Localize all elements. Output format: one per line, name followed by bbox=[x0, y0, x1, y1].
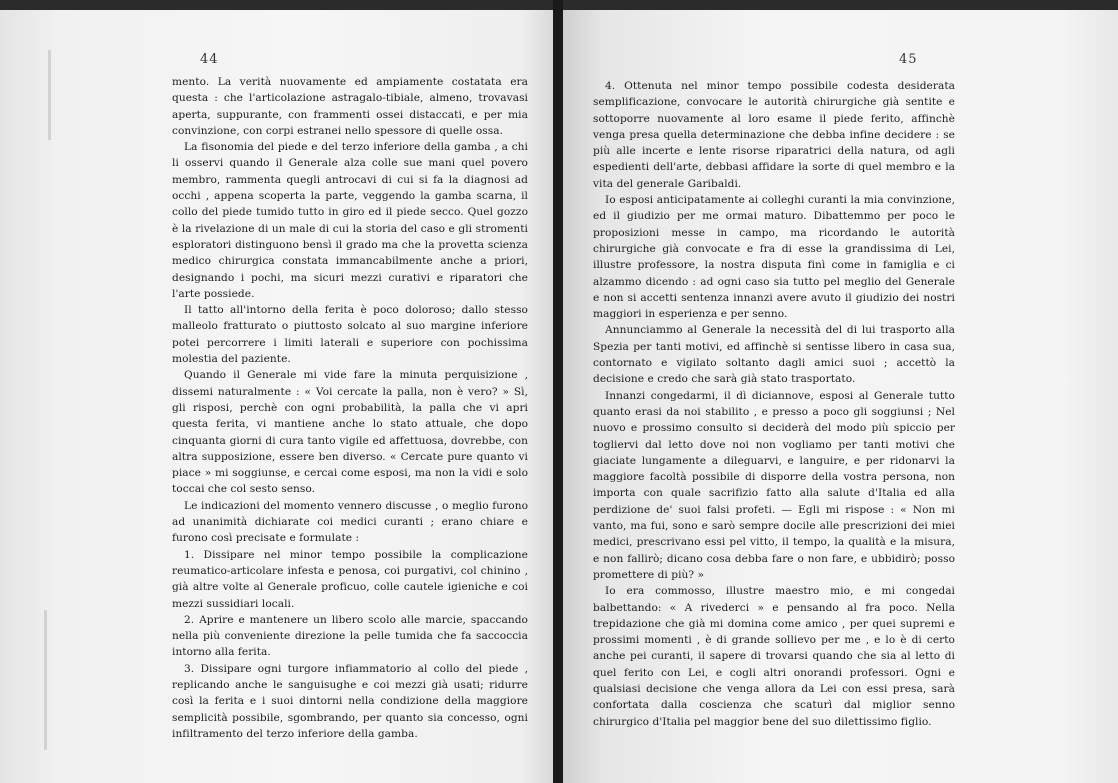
left-page-text bbox=[172, 74, 528, 742]
scan-artifact bbox=[48, 50, 51, 140]
paragraph: 2. Aprire e mantenere un libero scolo alle marcie, spaccando nella più conveniente direzione la pelle tumida che fa saccoccia intorno alla ferita. bbox=[172, 613, 528, 659]
paragraph: 3. Dissipare ogni turgore infiammatorio al collo del piede , replicando anche le sanguisughe e coi mezzi già usati; ridurre così la ferita e i suoi dintorni nella condizione della maggiore semplicità possibile, sgombrando, per quanto sia concesso, ogni infiltramento del terzo inferiore della gamba. bbox=[172, 662, 528, 740]
paragraph: Annunciammo al Generale la necessità del di lui trasporto alla Spezia per tanti motivi, ed affinchè si sentisse libero in casa sua, contornato e vigilato soltanto dagli amici suoi ; accettò la decisione e credo che sarà già stato trasportato. bbox=[593, 324, 955, 386]
paragraph: 1. Dissipare nel minor tempo possibile la complicazione reumatico-articolare infesta e penosa, coi purgativi, col chinino , già altre volte al Generale proficuo, colle cautele igieniche e coi mezzi sussidiari locali. bbox=[172, 548, 528, 610]
paragraph: Io esposi anticipatamente ai colleghi curanti la mia convinzione, ed il giudizio per me ormai maturo. Dibattemmo per poco le proposizioni messe in campo, ma ricordando le autorità chirurgiche già convocate e fra di esse la grandissima di Lei, illustre professore, la nostra disputa finì come in famiglia e ci alzammo dicendo : ad ogni caso sia tutto pel meglio del Generale e non si accetti sentenza innanzi avere avuto il giudizio dei nostri maggiori in esperienza e per senno. bbox=[593, 194, 955, 321]
book-gutter bbox=[553, 0, 563, 783]
paragraph: Io era commosso, illustre maestro mio, e mi congedai balbettando: « A rivederci » e pensando al fra poco. Nella trepidazione che già mi domina come amico , per quei supremi e prossimi momenti , è di grande sollievo per me , e lo è di certo anche pei curanti, il sapere di trovarsi quando che sia al letto di quel ferito con Lei, e cogli altri onorandi professori. Ogni e qualsiasi decisione che venga allora da Lei con essi presa, sarà confortata dalla coscienza che scaturì dal miglior senno chirurgico d'Italia pel maggior bene del suo dilettissimo figlio. bbox=[593, 585, 955, 728]
left-page bbox=[0, 10, 553, 783]
right-page-text bbox=[593, 78, 955, 730]
paragraph: mento. La verità nuovamente ed ampiamente costatata era questa : che l'articolazione astragalo-tibiale, almeno, trovavasi aperta, suppurante, con frammenti ossei distaccati, e per mia convinzione, con corpi estranei nello spessore di quelle ossa. bbox=[172, 76, 528, 137]
paragraph: Quando il Generale mi vide fare la minuta perquisizione , dissemi naturalmente : « Voi cercate la palla, non è vero? » Sì, gli risposi, perchè con ogni probabilità, la palla che vi apri questa ferita, vi mantiene anche lo stato attuale, che dopo cinquanta giorni di cura tanto vigile ed affettuosa, dovrebbe, con altra supposizione, essere ben diverso. « Cercate pure quanto vi piace » mi soggiunse, e cercai come esposi, ma non la vidi e solo toccai che col sesto senso. bbox=[172, 369, 528, 496]
page-number: 45 bbox=[899, 52, 918, 67]
paragraph: Il tatto all'intorno della ferita è poco doloroso; dallo stesso malleolo fratturato o piuttosto solcato al suo margine inferiore potei percorrere i limiti laterali e superiore con pochissima molestia del paziente. bbox=[172, 304, 528, 366]
page-number: 44 bbox=[200, 52, 219, 67]
right-page bbox=[563, 10, 1118, 783]
paragraph: Le indicazioni del momento vennero discusse , o meglio furono ad unanimità dichiarate coi medici curanti ; erano chiare e furono così precisate e formulate : bbox=[172, 499, 528, 545]
paragraph: Innanzi congedarmi, il dì diciannove, esposi al Generale tutto quanto erasi da noi stabilito , e presso a poco gli soggiunsi ; Nel nuovo e prossimo consulto si deciderà del modo più spiccio per togliervi dal letto dove noi non vogliamo per tanti motivi che giaciate lungamente a dileguarvi, e languire, e per ridonarvi la maggiore facoltà possibile di disporre della vostra persona, non importa con quale sacrifizio fatto alla salute d'Italia ed alla perdizione de' suoi falsi profeti. — Egli mi rispose : « Non mi vanto, ma fui, sono e sarò sempre docile alle prescrizioni dei miei medici, prescrivano essi pel vitto, il tempo, la qualità e la misura, e non fallirò; dicano cosa debba fare o non fare, e ubbidirò; posso promettere di più? » bbox=[593, 389, 955, 581]
scan-artifact bbox=[44, 610, 47, 750]
paragraph: La fisonomia del piede e del terzo inferiore della gamba , a chi li osservi quando il Generale alza colle sue mani quel povero membro, rammenta quegli antrocavi di cui si fa la diagnosi ad occhi , appena scoperta la parte, veggendo la gamba scarna, il collo del piede tumido tutto in giro ed il piede secco. Quel gozzo è la rivelazione di un male di cui la storia del caso e gli stromenti esploratori distinguono bensì il grado ma che la provetta scienza medico chirurgica constata immancabilmente anche a priori, designando i pochi, ma sicuri mezzi curativi e riparatori che l'arte possiede. bbox=[172, 141, 528, 300]
paragraph: 4. Ottenuta nel minor tempo possibile codesta desiderata semplificazione, convocare le autorità chirurgiche già sentite e sottoporre nuovamente al loro esame il piede ferito, affinchè venga presa quella determinazione che debba infine decidere : se più alle incerte e lente risorse riparatrici della natura, od agli espedienti dell'arte, debbasi affidare la sorte di quel membro e la vita del generale Garibaldi. bbox=[593, 80, 955, 190]
